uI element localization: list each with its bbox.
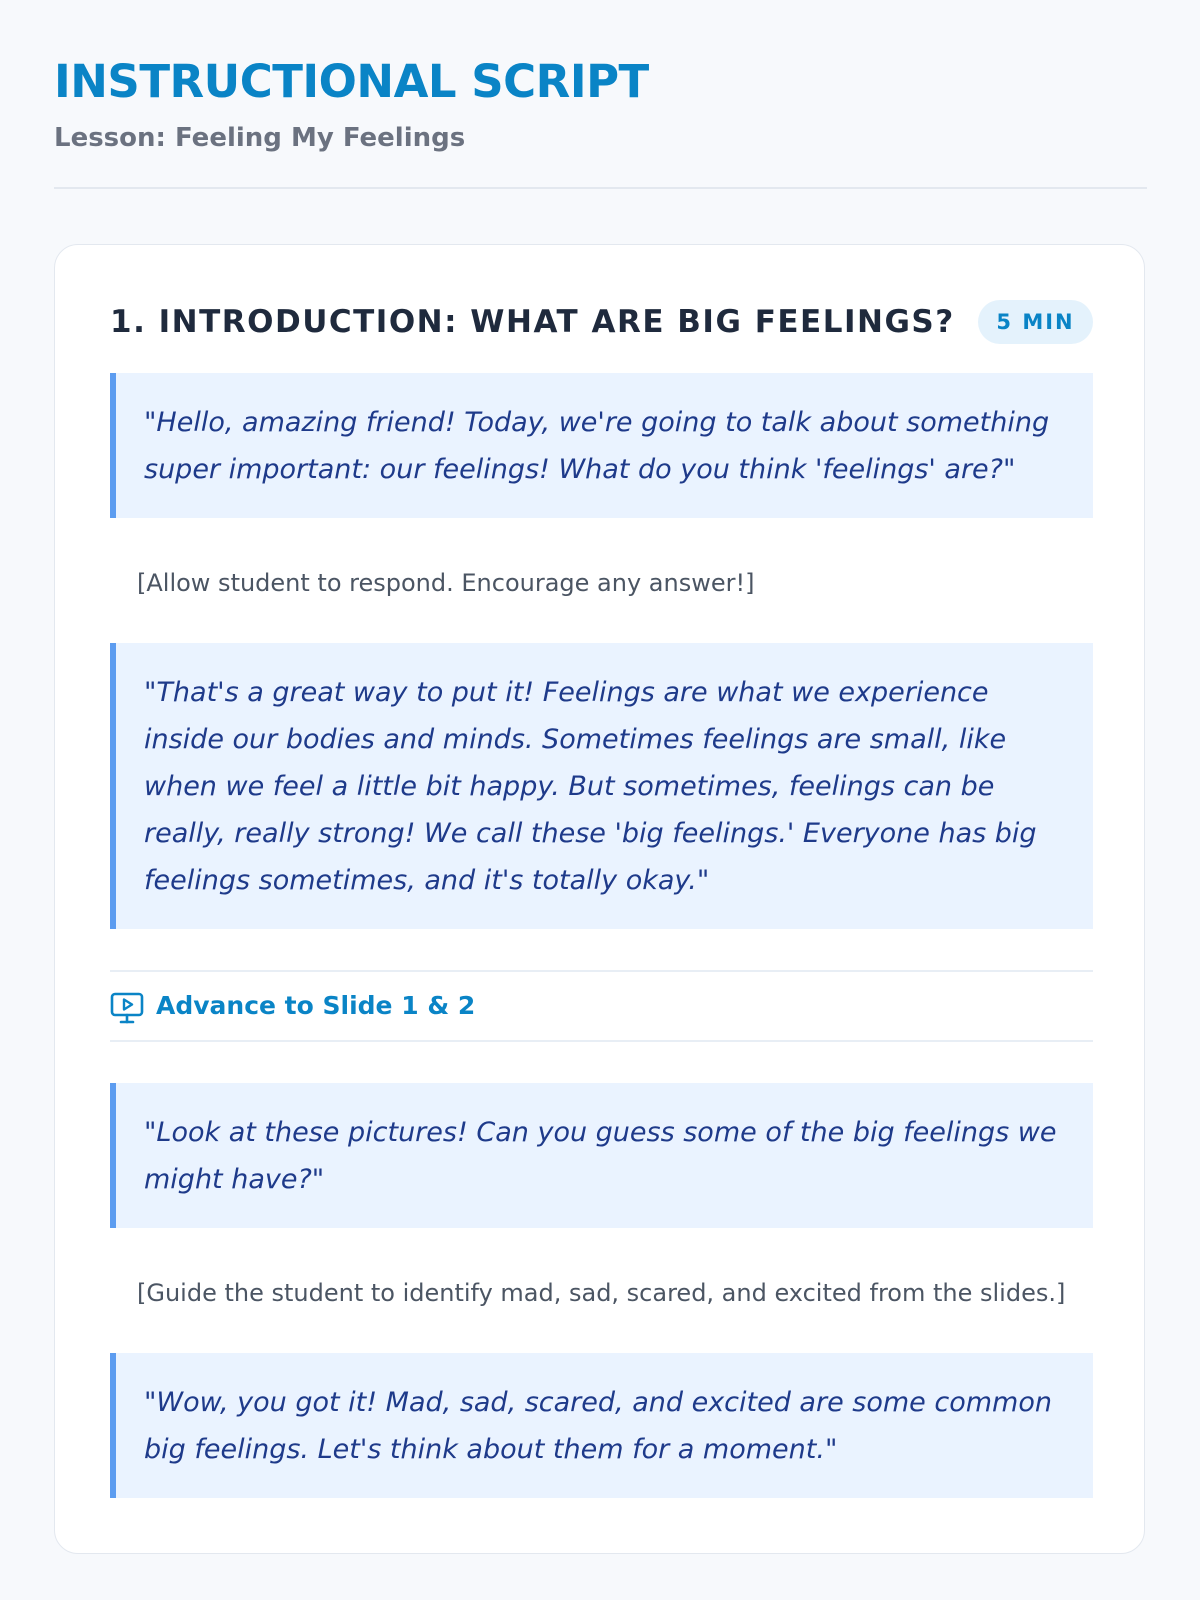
script-quote: "Look at these pictures! Can you guess some of the big feelings we might have?" — [110, 1083, 1093, 1228]
teacher-note: [Allow student to respond. Encourage any answer!] — [137, 569, 755, 597]
section-card — [54, 244, 1145, 1554]
slide-cue[interactable] — [110, 970, 1093, 1042]
page-title: INSTRUCTIONAL SCRIPT — [54, 55, 649, 108]
slide-cue-label: Advance to Slide 1 & 2 — [156, 991, 476, 1020]
presentation-screen-icon — [110, 992, 144, 1024]
script-quote: "Hello, amazing friend! Today, we're going to talk about something super important: our feelings! What do you think 'feelings' are?" — [110, 373, 1093, 518]
script-quote: "That's a great way to put it! Feelings are what we experience inside our bodies and minds. Sometimes feelings are small, like when we feel a little bit happy. But sometimes, feelings can be really, really strong! We call these 'big feelings.' Everyone has big feelings sometimes, and it's totally okay." — [110, 643, 1093, 929]
section-header — [110, 299, 1093, 345]
header-divider — [54, 187, 1147, 189]
script-quote: "Wow, you got it! Mad, sad, scared, and excited are some common big feelings. Let's think about them for a moment." — [110, 1353, 1093, 1498]
duration-badge: 5 MIN — [978, 300, 1093, 344]
section-title: 1. INTRODUCTION: WHAT ARE BIG FEELINGS? — [110, 304, 955, 340]
teacher-note: [Guide the student to identify mad, sad, scared, and excited from the slides.] — [137, 1279, 1066, 1307]
lesson-subtitle: Lesson: Feeling My Feelings — [54, 123, 466, 153]
